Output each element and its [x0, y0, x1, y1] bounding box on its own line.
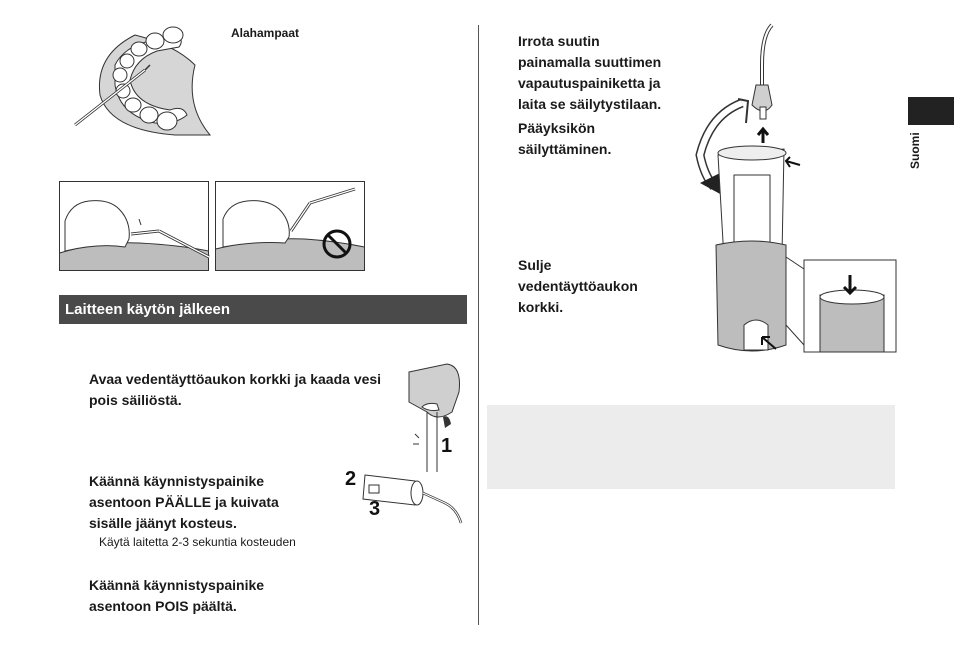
language-tab-marker [908, 97, 954, 125]
right-step-a-line-4: laita se säilytystilaan. [518, 96, 662, 112]
empty-tank-illustration [407, 362, 467, 472]
incorrect-angle-illustration [215, 181, 365, 271]
right-step-a-text [518, 31, 661, 115]
right-step-a-line-2: painamalla suuttimen [518, 54, 662, 70]
step-1-text [89, 369, 381, 411]
right-step-c-line-2: vedentäyttöaukon [518, 278, 638, 294]
note-box [487, 405, 895, 489]
right-step-b-line-1: Pääyksikön [518, 120, 596, 136]
right-step-a-line-3: vapautuspainiketta ja [518, 75, 661, 91]
right-step-c-line-1: Sulje [518, 257, 552, 273]
step-1-line-1: Avaa vedentäyttöaukon korkki ja kaada vesi [89, 371, 382, 387]
step-number-2: 2 [345, 468, 357, 490]
right-step-c-text [518, 255, 638, 318]
step-2-text [89, 471, 279, 534]
step-3-line-1: Käännä käynnistyspainike [89, 577, 265, 593]
right-step-a-line-1: Irrota suutin [518, 33, 600, 49]
device-storage-illustration [690, 25, 900, 360]
step-1-line-2: pois säiliöstä. [89, 392, 182, 408]
step-2-line-3: sisälle jäänyt kosteus. [89, 515, 237, 531]
power-switch-illustration [345, 465, 465, 529]
step-3-line-2: asentoon POIS päältä. [89, 598, 237, 614]
right-step-b-text [518, 118, 611, 160]
arrow-left-icon [786, 157, 800, 167]
language-tab-label: Suomi [908, 132, 922, 169]
right-step-c-line-3: korkki. [518, 299, 564, 315]
step-2-line-2: asentoon PÄÄLLE ja kuivata [89, 494, 279, 510]
column-divider [478, 25, 479, 625]
step-2-note: Käytä laitetta 2-3 sekuntia kosteuden [99, 535, 296, 549]
arrow-up-icon [758, 129, 768, 143]
step-2-line-1: Käännä käynnistyspainike [89, 473, 265, 489]
step-3-text [89, 575, 264, 617]
right-step-b-line-2: säilyttäminen. [518, 141, 612, 157]
step-number-3: 3 [369, 498, 381, 520]
section-header: Laitteen käytön jälkeen [59, 295, 467, 324]
correct-angle-illustration [59, 181, 209, 271]
lower-teeth-caption: Alahampaat [231, 26, 300, 40]
step-number-1: 1 [441, 435, 453, 457]
lower-teeth-illustration [75, 25, 215, 140]
